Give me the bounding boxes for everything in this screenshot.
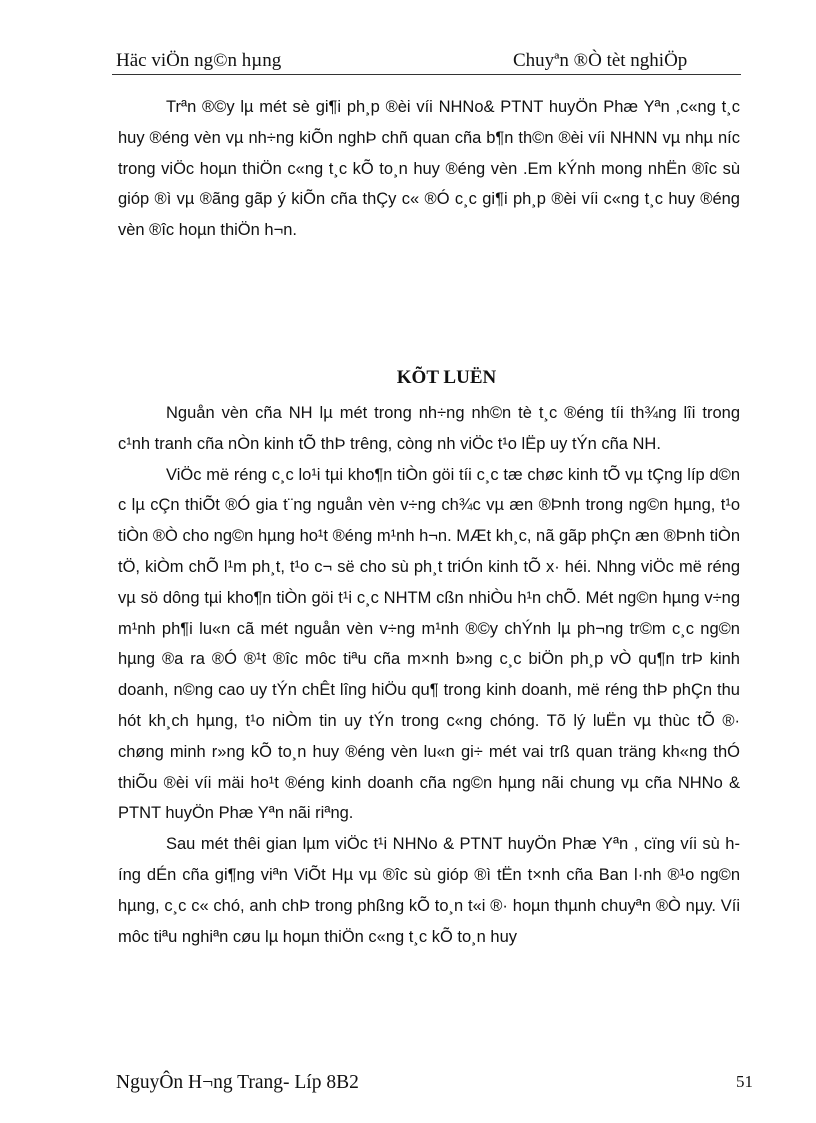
paragraph: ViÖc më réng c¸c lo¹i tµi kho¶n tiÒn göi tíi c¸c tæ chøc kinh tÕ vµ tÇng líp d©n c lµ cÇn thiÕt ®Ó gia t¨ng nguån vèn v÷ng ch¾c vµ æn ®Þnh trong ng©n hµng, t¹o tiÒn ®Ò cho ng©n hµng ho¹t ®éng m¹nh h¬n. MÆt kh¸c, nã gãp phÇn æn ®Þnh tiÒn tÖ, kiÒm chÕ l¹m ph¸t, t¹o c¬ së cho sù ph¸t triÓn kinh tÕ x· héi. Nhng viÖc më réng vµ sö dông tµi kho¶n tiÒn göi t¹i c¸c NHTM cßn nhiÒu h¹n chÕ. Mét ng©n hµng v÷ng m¹nh ph¶i lu«n cã mét nguån vèn v÷ng m¹nh ®©y chÝnh lµ ph¬ng tr©m c¸c ng©n hµng ®a ra ®Ó ®¹t ®îc môc tiªu cña m×nh b»ng c¸c biÖn ph¸p vÒ qu¶n trÞ kinh doanh, n©ng cao uy tÝn chÊt lîng hiÖu qu¶ trong kinh doanh, më réng thÞ phÇn thu hót kh¸ch hµng, t¹o niÒm tin uy tÝn trong c«ng chóng. Tõ lý luËn vµ thùc tÕ ®· chøng minh r»ng kÕ to¸n huy ®éng vèn lu«n gi÷ mét vai trß quan träng kh«ng thÓ thiÕu ®èi víi mäi ho¹t ®éng kinh doanh cña ng©n hµng nãi chung vµ cña NHNo & PTNT huyÖn Phæ Yªn nãi riªng. <box>118 465 740 823</box>
page-number: 51 <box>736 1072 753 1091</box>
header-divider <box>112 74 741 75</box>
footer-author: NguyÔn H¬ng Trang- Líp 8B2 <box>116 1072 359 1093</box>
header-document-type: Chuyªn ®Ò tèt nghiÖp <box>513 50 688 71</box>
paragraph: Sau mét thêi gian lµm viÖc t¹i NHNo & PTNT huyÖn Phæ Yªn , cïng víi sù híng dÉn cña gi¶ng viªn ViÕt Hµ vµ ®îc sù gióp ®ì tËn t×nh cña Ban l·nh ®¹o ng©n hµng, c¸c c« chó, anh chÞ trong phßng kÕ to¸n t«i ®· hoµn thµnh chuyªn ®Ò nµy. Víi môc tiªu nghiªn cøu lµ hoµn thiÖn c«ng t¸c kÕ to¸n huy <box>118 835 740 946</box>
paragraph: Trªn ®©y lµ mét sè gi¶i ph¸p ®èi víi NHNo& PTNT huyÖn Phæ Yªn ,c«ng t¸c huy ®éng vèn vµ nh÷ng kiÕn nghÞ chñ quan cña b¶n th©n ®èi víi NHNN vµ nhµ níc trong viÖc hoµn thiÖn c«ng t¸c kÕ to¸n huy ®éng vèn .Em kÝnh mong nhËn ®îc sù gióp ®ì vµ ®ãng gãp ý kiÕn cña thÇy c« ®Ó c¸c gi¶i ph¸p ®èi víi c«ng t¸c huy ®éng vèn ®îc hoµn thiÖn h¬n. <box>118 98 740 240</box>
intro-text-block <box>118 92 740 246</box>
header-institution: Häc viÖn ng©n hµng <box>116 50 282 71</box>
section-title: KÕT LUËN <box>396 367 497 388</box>
paragraph: Nguån vèn cña NH lµ mét trong nh÷ng nh©n tè t¸c ®éng tíi th¾ng lîi trong c¹nh tranh cña nÒn kinh tÕ thÞ trêng, còng nh viÖc t¹o lËp uy tÝn cña NH. <box>118 404 740 453</box>
conclusion-text-block <box>118 398 740 952</box>
